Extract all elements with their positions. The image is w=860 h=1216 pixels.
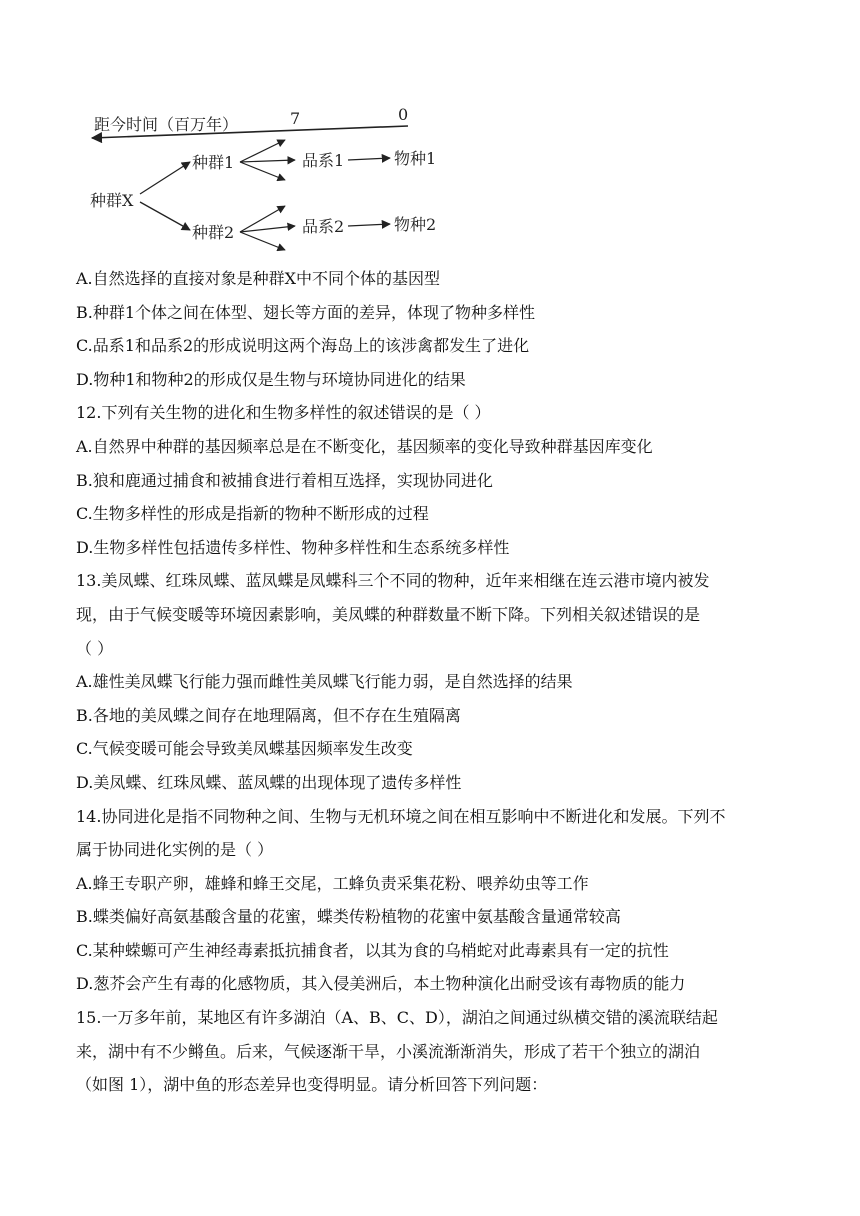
q13-option-b: B.各地的美凤蝶之间存在地理隔离，但不存在生殖隔离 [76, 705, 461, 725]
q12-stem: 12.下列有关生物的进化和生物多样性的叙述错误的是（ ） [76, 403, 491, 423]
q14-option-b: B.蝶类偏好高氨基酸含量的花蜜，蝶类传粉植物的花蜜中氨基酸含量通常较高 [76, 907, 621, 927]
q14-option-d: D.葱芥会产生有毒的化感物质，其入侵美洲后，本土物种演化出耐受该有毒物质的能力 [76, 974, 686, 994]
q11-option-a: A.自然选择的直接对象是种群X中不同个体的基因型 [76, 269, 441, 288]
q14-option-c: C.某种蝾螈可产生神经毒素抵抗捕食者，以其为食的乌梢蛇对此毒素具有一定的抗性 [76, 940, 669, 960]
q14-stem-line2: 属于协同进化实例的是（ ） [76, 840, 274, 860]
node-population-x: 种群X [90, 191, 134, 210]
arrow-strain1-to-species1 [348, 158, 390, 160]
q12-option-d: D.生物多样性包括遗传多样性、物种多样性和生态系统多样性 [76, 537, 510, 557]
question-text [76, 262, 786, 1102]
node-strain-2: 品系2 [302, 217, 345, 236]
tick-0: 0 [398, 105, 409, 124]
q14-stem-line1: 14.协同进化是指不同物种之间、生物与无机环境之间在相互影响中不断进化和发展。下列不 [76, 806, 726, 826]
q13-stem-line3: （ ） [76, 638, 114, 658]
arrow-strain2-to-species2 [348, 224, 390, 226]
q13-stem-line1: 13.美凤蝶、红珠凤蝶、蓝凤蝶是凤蝶科三个不同的物种，近年来相继在连云港市境内被发 [76, 571, 710, 591]
q11-option-b: B.种群1个体之间在体型、翅长等方面的差异，体现了物种多样性 [76, 302, 536, 322]
pop2-branch-arrows [240, 206, 295, 250]
node-population-2: 种群2 [192, 223, 235, 242]
time-axis-label: 距今时间（百万年） [94, 115, 239, 134]
tick-7: 7 [290, 109, 301, 128]
q12-option-b: B.狼和鹿通过捕食和被捕食进行着相互选择，实现协同进化 [76, 470, 493, 490]
evolution-diagram [80, 98, 460, 258]
q15-stem-line3: （如图 1），湖中鱼的形态差异也变得明显。请分析回答下列问题： [76, 1075, 548, 1095]
q13-option-c: C.气候变暖可能会导致美凤蝶基因频率发生改变 [76, 739, 413, 759]
node-population-1: 种群1 [192, 153, 235, 172]
q13-stem-line2: 现，由于气候变暖等环境因素影响，美凤蝶的种群数量不断下降。下列相关叙述错误的是 [76, 604, 701, 624]
q12-option-c: C.生物多样性的形成是指新的物种不断形成的过程 [76, 504, 429, 524]
node-strain-1: 品系1 [302, 151, 345, 170]
q12-option-a: A.自然界中种群的基因频率总是在不断变化，基因频率的变化导致种群基因库变化 [76, 436, 653, 456]
q11-option-c: C.品系1和品系2的形成说明这两个海岛上的该涉禽都发生了进化 [76, 336, 530, 356]
pop1-branch-arrows [240, 140, 295, 180]
node-species-2: 物种2 [394, 215, 437, 234]
q13-option-a: A.雄性美凤蝶飞行能力强而雌性美凤蝶飞行能力弱，是自然选择的结果 [76, 672, 573, 692]
q15-stem-line2: 来，湖中有不少鳉鱼。后来，气候逐渐干旱，小溪流渐渐消失，形成了若干个独立的湖泊 [76, 1041, 701, 1061]
q11-option-d: D.物种1和物种2的形成仅是生物与环境协同进化的结果 [76, 369, 466, 389]
node-species-1: 物种1 [394, 149, 437, 168]
arrow-x-to-pop1 [140, 162, 190, 194]
q13-option-d: D.美凤蝶、红珠凤蝶、蓝凤蝶的出现体现了遗传多样性 [76, 772, 462, 792]
q14-option-a: A.蜂王专职产卵，雄蜂和蜂王交尾，工蜂负责采集花粉、喂养幼虫等工作 [76, 873, 589, 893]
q15-stem-line1: 15.一万多年前，某地区有许多湖泊（A、B、C、D），湖泊之间通过纵横交错的溪流联结起 [76, 1008, 718, 1028]
arrow-x-to-pop2 [140, 202, 190, 230]
